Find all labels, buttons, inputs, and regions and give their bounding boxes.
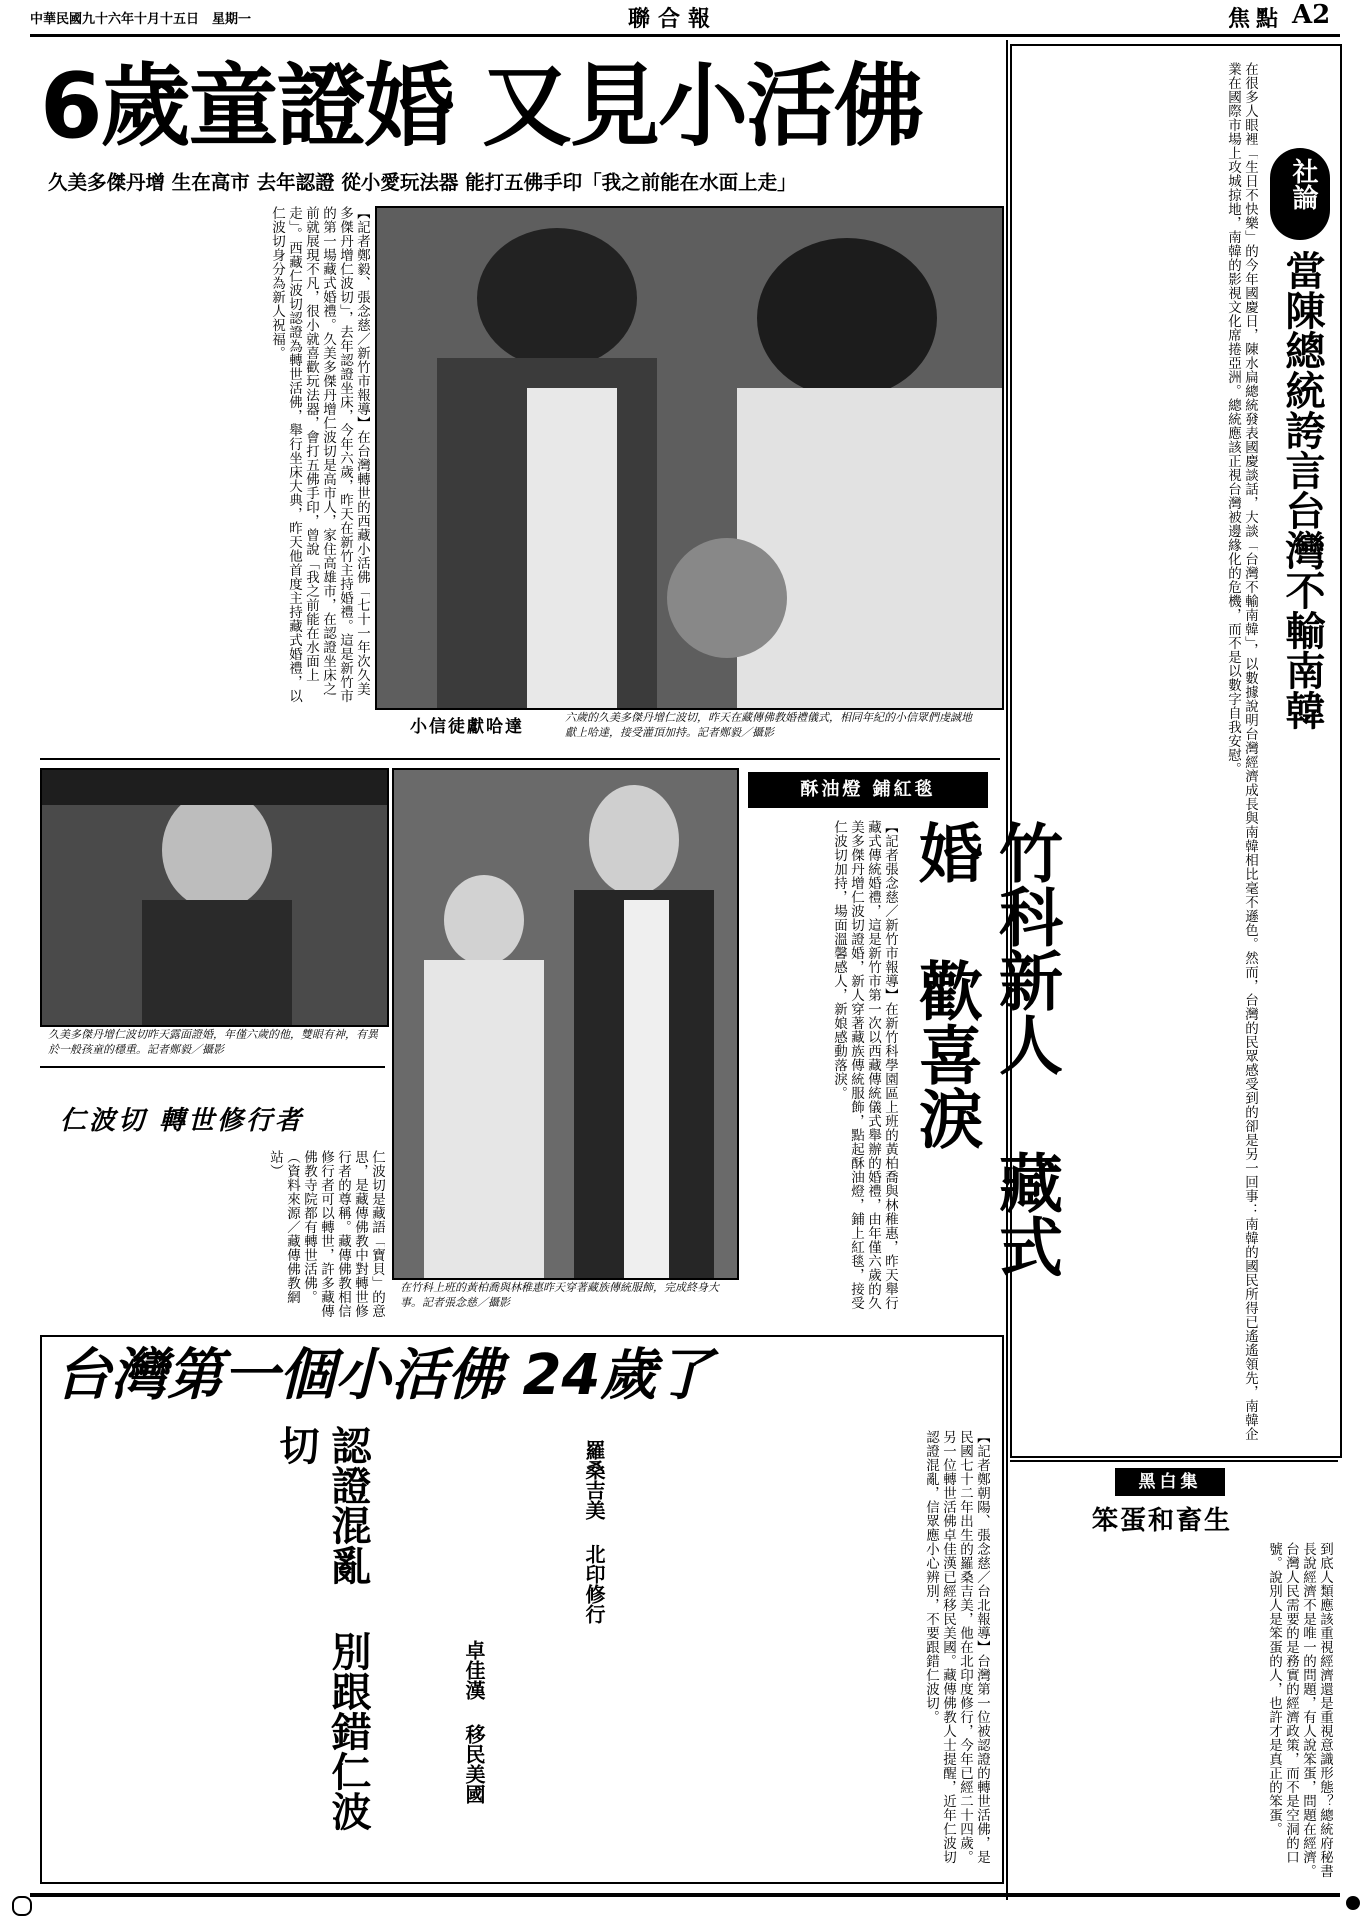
masthead-rule (30, 34, 1340, 37)
wedding-headline: 竹科新人 藏式婚 歡喜淚 (908, 820, 1062, 1278)
main-headline: 6歲童證婚 又見小活佛 (40, 54, 922, 159)
history-story-body-col2 (330, 1430, 450, 1870)
column-label: 黑白集 (1115, 1468, 1225, 1496)
masthead-page: A2 (1292, 0, 1331, 30)
history-sub1: 羅桑吉美 北印修行 (582, 1440, 606, 1624)
history-sub2: 卓佳漢 移民美國 (462, 1640, 486, 1804)
photo1-label: 小信徒獻哈達 (410, 717, 524, 737)
history-subhead: 認證混亂 別跟錯仁波切 (273, 1425, 371, 1831)
photo3-caption: 在竹科上班的黃柏喬與林稚惠昨天穿著藏族傳統服飾，完成終身大事。記者張念慈／攝影 (400, 1281, 719, 1309)
sidebar-reincarnation-body: 仁波切是藏語「寶貝」的意思，是藏傳佛教中對轉世修行者的尊稱。藏傳佛教相信修行者可以轉世，許多藏傳佛教寺院都有轉世活佛。（資料來源／藏傳佛教網站） (267, 1150, 385, 1318)
wedding-tag: 酥油燈 鋪紅毯 (748, 772, 988, 808)
photo-boy-portrait-image (42, 770, 387, 1025)
registration-mark-left (12, 1896, 32, 1916)
masthead-paper: 聯合報 (628, 6, 719, 32)
history-headline: 台灣第一個小活佛 24歲了 (55, 1343, 713, 1408)
photo-child-blessing (375, 206, 1004, 710)
editorial-label-text: 社論 (1288, 158, 1318, 210)
rule-1 (40, 758, 1000, 760)
masthead-section: 焦點 (1228, 6, 1285, 32)
editorial-headline: 當陳總統誇言台灣不輸南韓 (1279, 250, 1325, 730)
editorial-body: 在很多人眼裡「生日不快樂」的今年國慶日，陳水扁總統發表國慶談話，大談「台灣不輸南韓」，以數據說明台灣經濟成長與南韓相比毫不遜色。然而，台灣的民眾感受到的卻是另一回事：南韓的國民所得已遙遙領先，南韓企業在國際市場上攻城掠地，南韓的影視文化席捲亞洲。總統應該正視台灣被邊緣化的危機，而不是以數字自我安慰。 (1225, 62, 1258, 1442)
history-story-body: 【記者鄭朝陽、張念慈／台北報導】台灣第一位被認證的轉世活佛，是民國七十二年出生的羅桑吉美，他在北印度修行，今年已經二十四歲。另一位轉世活佛卓佳漢已經移民美國。藏傳佛教人士提醒，近年仁波切認證混亂，信眾應小心辨別，不要跟錯仁波切。 (923, 1430, 990, 1864)
masthead-date: 中華民國九十六年十月十五日 星期一 (30, 12, 252, 27)
main-subhead: 久美多傑丹增 生在高市 去年認證 從小愛玩法器 能打五佛手印「我之前能在水面上走」 (48, 171, 797, 194)
rule-column (1010, 1460, 1338, 1462)
column-body: 到底人類應該重視經濟還是重視意識形態？總統府秘書長說經濟不是唯一的問題，有人說笨蛋，問題在經濟。台灣人民需要的是務實的經濟政策，而不是空洞的口號。說別人是笨蛋的人，也許才是真正的笨蛋。 (1266, 1542, 1333, 1878)
rule-v-left (1006, 40, 1008, 1900)
photo1-caption: 六歲的久美多傑丹增仁波切，昨天在藏傳佛教婚禮儀式，相同年紀的小信眾們虔誠地獻上哈達，接受灌頂加持。記者鄭毅／攝影 (565, 711, 972, 739)
wedding-story-body: 【記者張念慈／新竹市報導】在新竹科學園區上班的黃柏喬與林稚惠，昨天舉行藏式傳統婚禮，這是新竹市第一次以西藏傳統儀式舉辦的婚禮，由年僅六歲的久美多傑丹增仁波切證婚，新人穿著藏族傳統服飾，點起酥油燈，鋪上紅毯，接受仁波切加持，場面溫馨感人，新娘感動落淚。 (831, 820, 898, 1310)
photo-wedding-couple-image (394, 770, 737, 1278)
sidebar-reincarnation-title: 仁波切 轉世修行者 (60, 1106, 305, 1136)
footer-rule (30, 1893, 1340, 1897)
photo-child-blessing-image (377, 208, 1002, 708)
photo-boy-portrait (40, 768, 389, 1027)
registration-mark-right (1346, 1896, 1360, 1910)
main-story-body: 【記者鄭毅、張念慈／新竹市報導】在台灣轉世的西藏小活佛「七十一年次久美多傑丹增仁波切」，去年認證坐床，今年六歲，昨天在新竹主持婚禮。這是新竹市的第一場藏式婚禮。久美多傑丹增仁波切是高市人，家住高雄市，在認證坐床之前就展現不凡，很小就喜歡玩法器，會打五佛手印，曾說「我之前能在水面上走」。西藏仁波切認證為轉世活佛，舉行坐床大典，昨天他首度主持藏式婚禮，以仁波切身分為新人祝福。 (269, 206, 370, 704)
column-headline: 笨蛋和畜生 (1092, 1506, 1233, 1536)
photo-wedding-couple (392, 768, 739, 1280)
rule-2 (40, 1066, 385, 1068)
photo2-caption: 久美多傑丹增仁波切昨天露面證婚，年僅六歲的他，雙眼有神，有異於一般孩童的穩重。記者鄭毅／攝影 (48, 1028, 378, 1056)
